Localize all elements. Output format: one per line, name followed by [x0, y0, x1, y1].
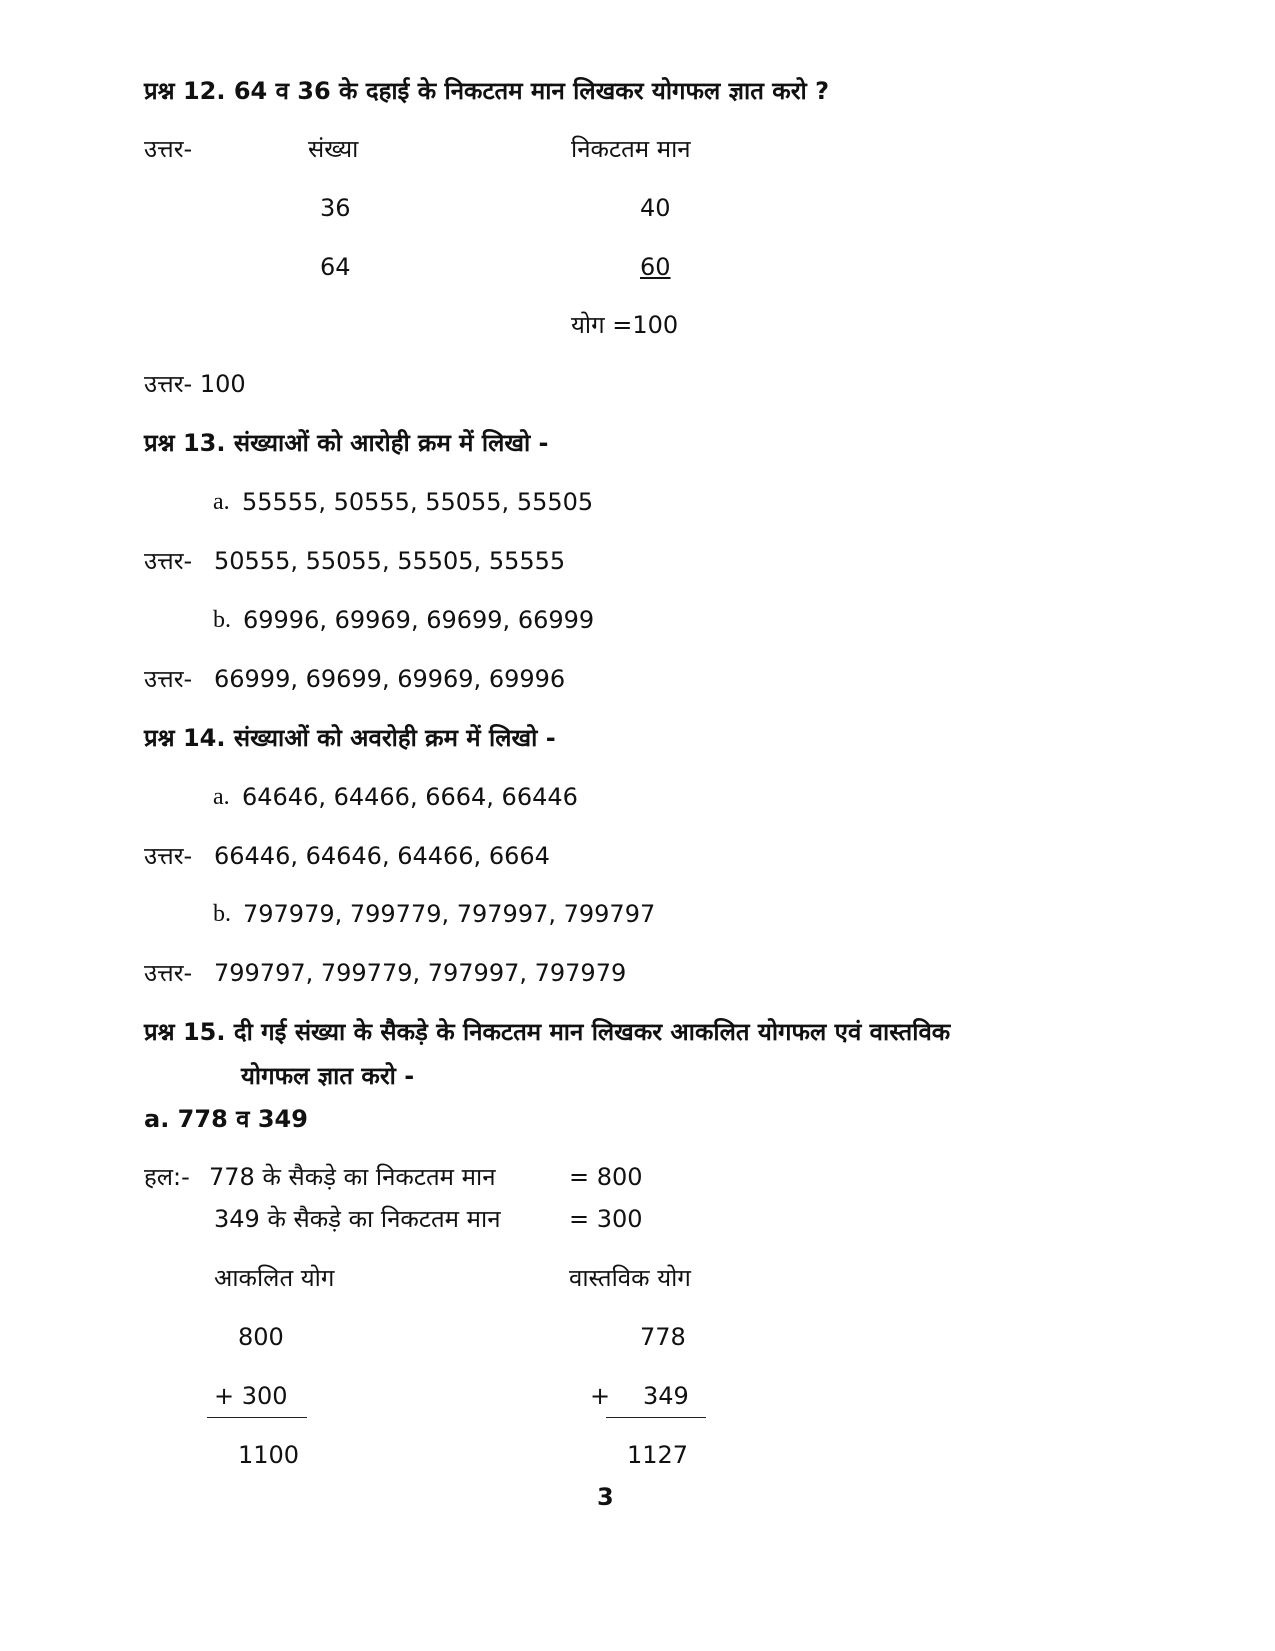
q15-est-result: 1100 [238, 1441, 300, 1469]
q14-b-numbers: 797979, 799779, 797997, 799797 [243, 900, 656, 928]
q15-question-line1: प्रश्न 15. दी गई संख्या के सैकड़े के निकटतम मान लिखकर आकलित योगफल एवं वास्तविक [144, 1018, 951, 1046]
q15-act-add: 349 [643, 1382, 689, 1410]
q12-col-nearest: निकटतम मान [571, 135, 691, 163]
q14-b-answer: 799797, 799779, 797997, 797979 [214, 959, 627, 987]
q15-est-top: 800 [238, 1323, 284, 1351]
q14-a-answer-label: उत्तर- [144, 842, 193, 870]
q14-question: प्रश्न 14. संख्याओं को अवरोही क्रम में लिखो - [144, 724, 556, 752]
q15-estimated-heading: आकलित योग [214, 1264, 335, 1292]
q15-part-a: a. 778 व 349 [144, 1105, 308, 1133]
q13-a-numbers: 55555, 50555, 55055, 55505 [242, 488, 594, 516]
q15-line1-value: = 800 [569, 1163, 643, 1191]
q13-question: प्रश्न 13. संख्याओं को आरोही क्रम में लिखो - [144, 429, 549, 457]
q12-row2-number: 64 [320, 253, 351, 281]
q12-final-answer: उत्तर- 100 [144, 370, 246, 398]
q15-act-result: 1127 [627, 1441, 689, 1469]
q13-b-answer-label: उत्तर- [144, 665, 193, 693]
q15-question-line2: योगफल ज्ञात करो - [241, 1062, 415, 1090]
q15-line1-text: 778 के सैकड़े का निकटतम मान [209, 1163, 496, 1191]
q14-a-label: a. [213, 784, 230, 810]
q12-col-number: संख्या [308, 135, 359, 163]
q15-act-top: 778 [640, 1323, 686, 1351]
q15-line2-text: 349 के सैकड़े का निकटतम मान [214, 1205, 501, 1233]
q15-act-rule [606, 1417, 706, 1418]
q14-b-answer-label: उत्तर- [144, 959, 193, 987]
q12-question: प्रश्न 12. 64 व 36 के दहाई के निकटतम मान लिखकर योगफल ज्ञात करो ? [144, 77, 830, 105]
page-number: 3 [597, 1483, 614, 1511]
q15-act-plus: + [590, 1382, 611, 1410]
q12-row1-number: 36 [320, 194, 351, 222]
q15-est-add: + 300 [214, 1382, 288, 1410]
q14-a-answer: 66446, 64646, 64466, 6664 [214, 842, 550, 870]
q14-a-numbers: 64646, 64466, 6664, 66446 [242, 783, 578, 811]
q12-answer-label: उत्तर- [144, 135, 193, 163]
q12-sum: योग =100 [571, 311, 679, 339]
q15-actual-heading: वास्तविक योग [569, 1264, 691, 1292]
q12-row2-nearest: 60 [640, 253, 671, 281]
q15-solution-label: हल:- [144, 1163, 190, 1191]
q13-a-label: a. [213, 489, 230, 515]
q13-b-label: b. [213, 607, 231, 633]
q13-b-numbers: 69996, 69969, 69699, 66999 [243, 606, 595, 634]
q13-b-answer: 66999, 69699, 69969, 69996 [214, 665, 566, 693]
q13-a-answer-label: उत्तर- [144, 547, 193, 575]
q14-b-label: b. [213, 901, 231, 927]
q15-line2-value: = 300 [569, 1205, 643, 1233]
q12-row1-nearest: 40 [640, 194, 671, 222]
q13-a-answer: 50555, 55055, 55505, 55555 [214, 547, 566, 575]
q15-est-rule [207, 1417, 307, 1418]
